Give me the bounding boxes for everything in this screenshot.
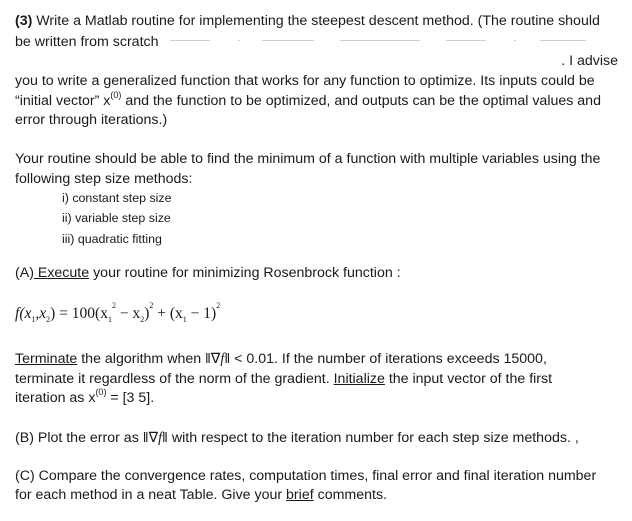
q3-line-1: (3) Write a Matlab routine for implementing the steepest descent method. (The routine should <box>15 13 600 29</box>
method-item: iii) quadratic fitting <box>62 232 162 246</box>
terminate-text: Terminate <box>15 351 78 367</box>
brief-text: brief <box>286 487 314 503</box>
terminate-line-3: iteration as $x^{(0)} = [3$ 5]. <box>15 387 155 406</box>
question-number: (3) <box>15 13 33 29</box>
para2-line-1: Your routine should be able to find the minimum of a function with multiple variables using the <box>15 151 601 167</box>
q3-line-3: you to write a generalized function that works for any function to optimize. Its inputs could be <box>15 73 595 89</box>
rosenbrock-formula: $f(x_1,x_2) = 100(x_1^2 - x_2)^2 + (x_1 - 1)^2$ <box>15 300 221 325</box>
part-a-heading: (A) Execute your routine for minimizing Rosenbrock function : <box>15 265 401 281</box>
terminate-line-2: terminate it regardless of the norm of the gradient. Initialize the input vector of the first <box>15 371 553 387</box>
method-item: i) constant step size <box>62 191 172 205</box>
q3-line-4: “initial vector” $x^{(0)}$ and the function to be optimized, and outputs can be the optimal values and <box>15 90 601 109</box>
part-c-line-2: for each method in a neat Table. Give your brief comments. <box>15 487 387 503</box>
terminate-line-1: Terminate the algorithm when ‖∇f‖ < 0.01. If the number of iterations exceeds 15000, <box>15 351 547 367</box>
redacted-text-marks <box>170 38 590 46</box>
part-b: (B) Plot the error as ‖∇f‖ with respect to the iteration number for each step size methods. , <box>15 430 579 446</box>
execute-text: Execute <box>33 265 90 281</box>
initialize-text: Initialize <box>333 371 385 387</box>
q3-line-5: error through iterations.) <box>15 112 168 128</box>
method-item: ii) variable step size <box>62 211 171 225</box>
q3-line-2: be written from scratch <box>15 34 159 50</box>
part-c-line-1: (C) Compare the convergence rates, computation times, final error and final iteration number <box>15 468 597 484</box>
q3-line-2-right: . I advise <box>561 53 618 69</box>
para2-line-2: following step size methods: <box>15 171 193 187</box>
